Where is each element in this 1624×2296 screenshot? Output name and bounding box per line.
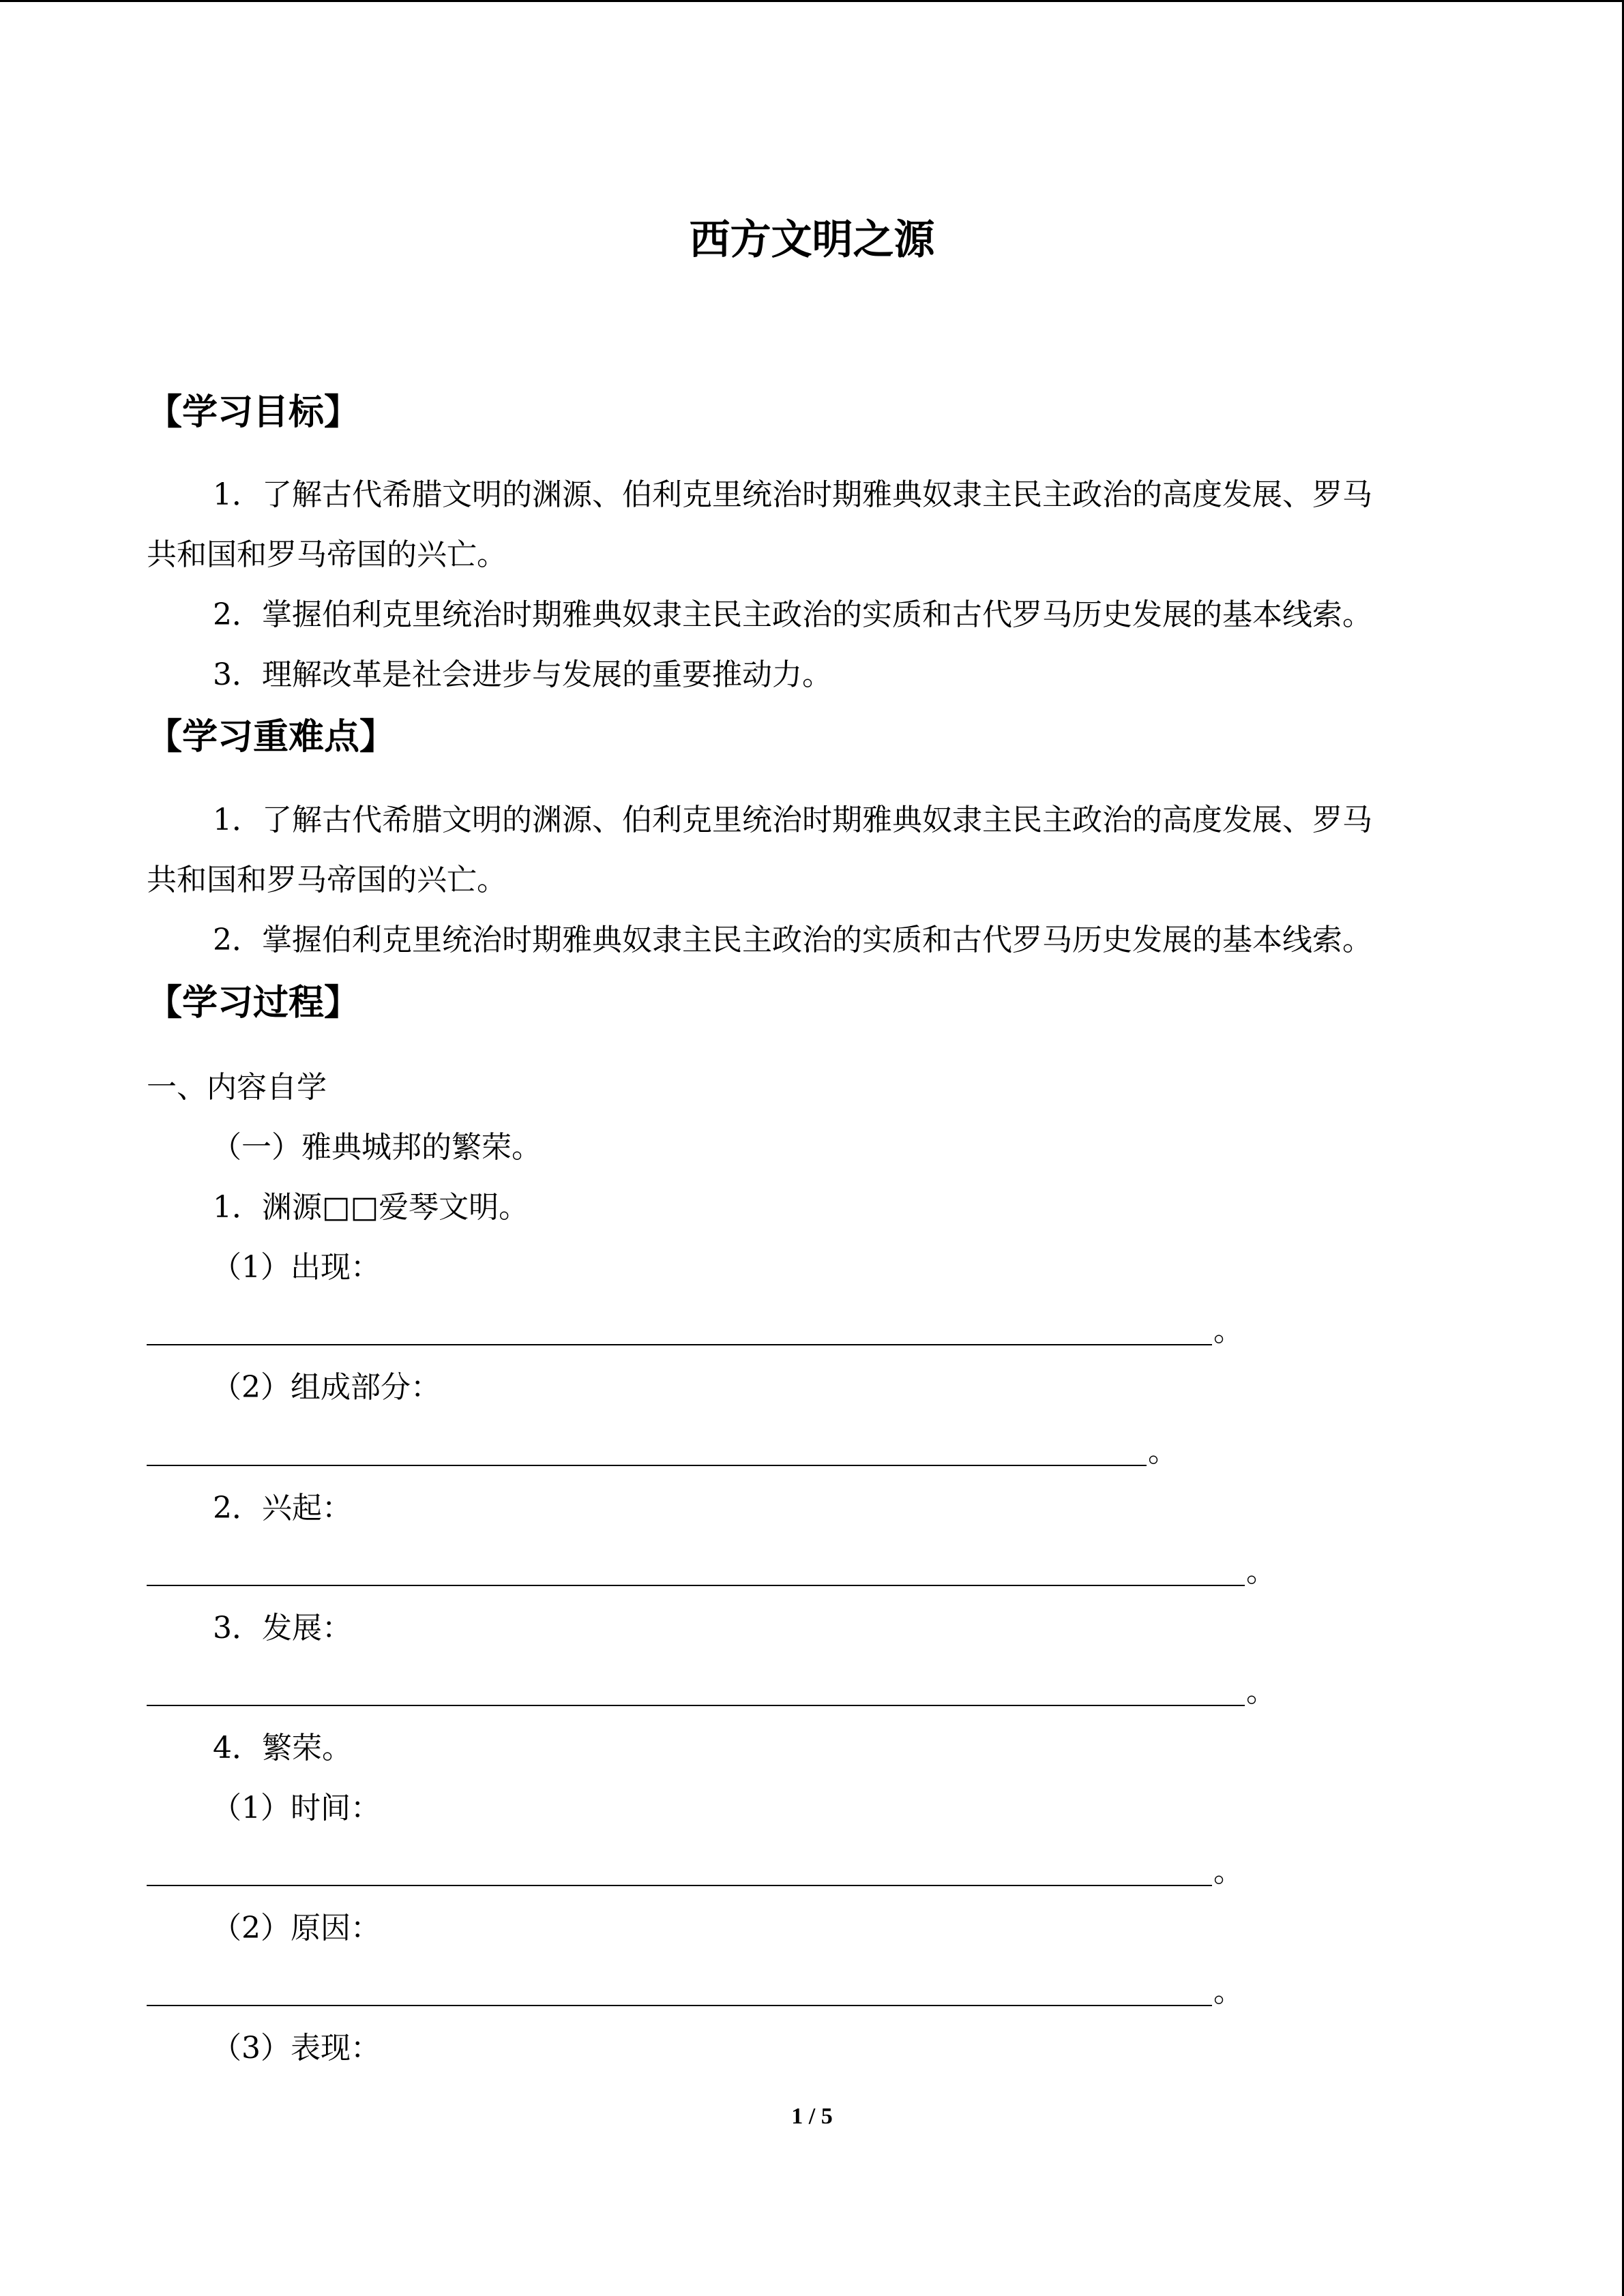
answer-blank-4-1-period: 。	[1213, 1854, 1243, 1889]
answer-blank-1-2-period: 。	[1148, 1434, 1178, 1469]
answer-blank-2-period: 。	[1246, 1554, 1276, 1589]
answer-blank-3-period: 。	[1246, 1674, 1276, 1709]
answer-blank-1-1-period: 。	[1213, 1313, 1243, 1348]
question-2-rise: 2．兴起：	[213, 1491, 352, 1525]
goal-item-2: 2．掌握伯利克里统治时期雅典奴隶主民主政治的实质和古代罗马历史发展的基本线索。	[213, 597, 1372, 632]
top-border	[0, 0, 1624, 2]
heading-learning-process: 【学习过程】	[147, 983, 360, 1024]
difficulty-item-1-line-1: 1．了解古代希腊文明的渊源、伯利克里统治时期雅典奴隶主民主政治的高度发展、罗马	[213, 803, 1372, 837]
goal-item-1-line-1: 1．了解古代希腊文明的渊源、伯利克里统治时期雅典奴隶主民主政治的高度发展、罗马	[213, 477, 1372, 512]
question-3-development: 3．发展：	[213, 1611, 352, 1645]
page-number: 1 / 5	[791, 2104, 833, 2129]
part-content-self-study: 一、内容自学	[147, 1070, 327, 1105]
question-1-2-components: （2）组成部分：	[211, 1370, 441, 1405]
question-1-origin: 1．渊源□□爱琴文明。	[213, 1190, 529, 1225]
answer-blank-4-2-period: 。	[1213, 1974, 1243, 2009]
question-4-1-time: （1）时间：	[211, 1791, 381, 1825]
heading-key-difficulties: 【学习重难点】	[147, 717, 396, 758]
heading-learning-goals: 【学习目标】	[147, 392, 360, 433]
answer-blank-3[interactable]	[147, 1705, 1245, 1706]
difficulty-item-2: 2．掌握伯利克里统治时期雅典奴隶主民主政治的实质和古代罗马历史发展的基本线索。	[213, 923, 1372, 957]
question-4-3-manifestation: （3）表现：	[211, 2031, 381, 2066]
answer-blank-1-1[interactable]	[147, 1344, 1212, 1345]
question-1-1-appearance: （1）出现：	[211, 1250, 381, 1285]
answer-blank-2[interactable]	[147, 1585, 1245, 1586]
goal-item-1-line-2: 共和国和罗马帝国的兴亡。	[147, 537, 507, 572]
answer-blank-1-2[interactable]	[147, 1465, 1147, 1466]
page-title: 西方文明之源	[689, 216, 935, 264]
question-4-2-reason: （2）原因：	[211, 1911, 381, 1945]
difficulty-item-1-line-2: 共和国和罗马帝国的兴亡。	[147, 863, 507, 897]
subsection-athens-prosperity: （一）雅典城邦的繁荣。	[211, 1130, 542, 1165]
answer-blank-4-1[interactable]	[147, 1885, 1212, 1886]
answer-blank-4-2[interactable]	[147, 2005, 1212, 2006]
goal-item-3: 3．理解改革是社会进步与发展的重要推动力。	[213, 657, 832, 692]
question-4-prosperity: 4．繁荣。	[213, 1731, 352, 1765]
